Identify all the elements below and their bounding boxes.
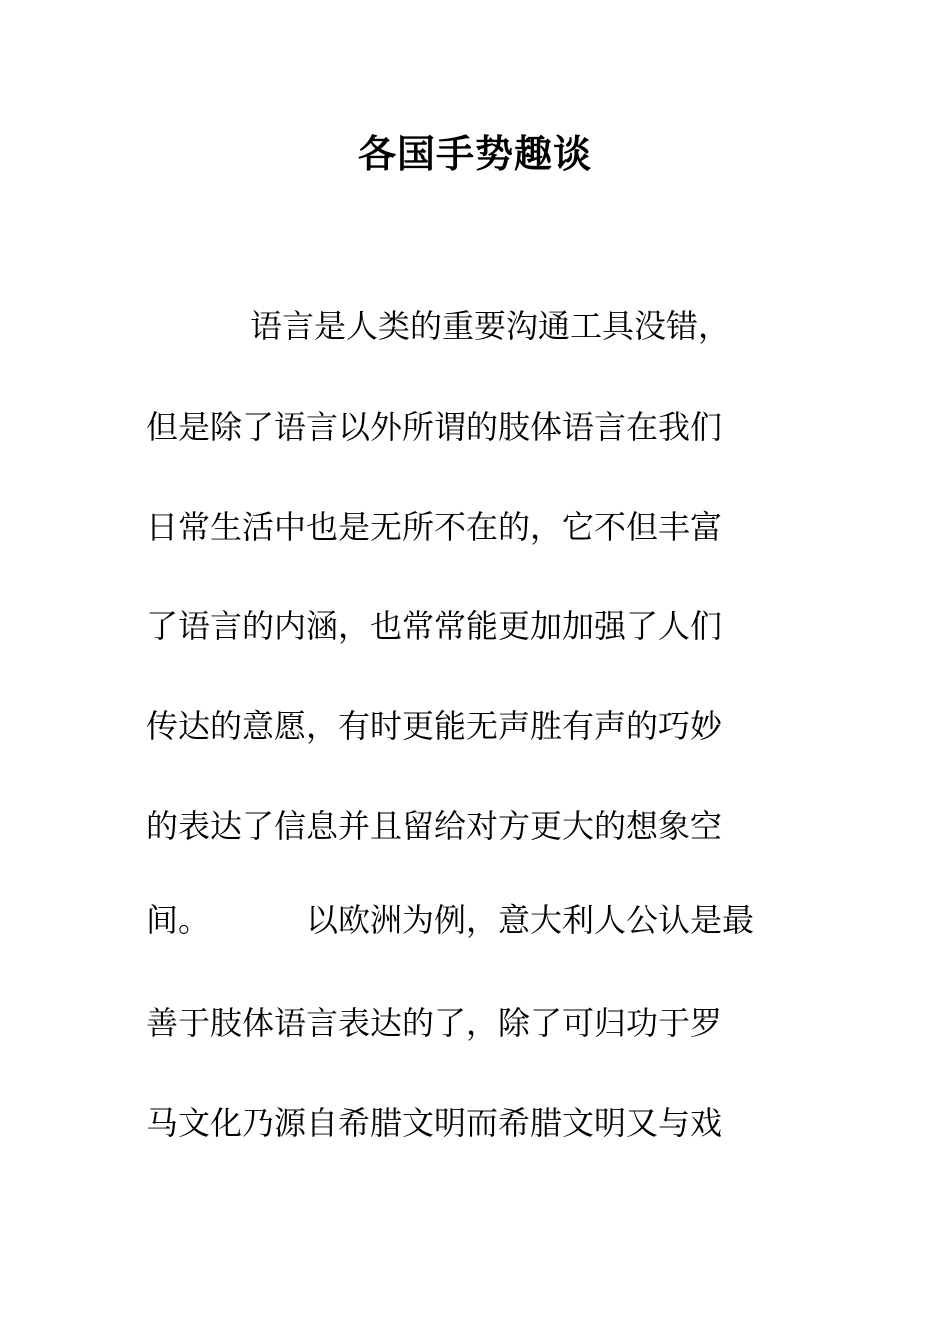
paragraph-line: 传达的意愿，有时更能无声胜有声的巧妙	[146, 707, 723, 745]
paragraph-line: 了语言的内涵，也常常能更加加强了人们	[146, 607, 723, 645]
paragraph-line: 日常生活中也是无所不在的，它不但丰富	[146, 508, 723, 546]
document-title: 各国手势趣谈	[357, 131, 592, 176]
paragraph-line: 但是除了语言以外所谓的肢体语言在我们	[146, 408, 723, 446]
paragraph-line: 语言是人类的重要沟通工具没错，	[250, 307, 731, 345]
paragraph-line: 善于肢体语言表达的了，除了可归功于罗	[146, 1004, 723, 1042]
paragraph-line-start: 以欧洲为例，意大利人公认是最	[306, 901, 755, 939]
paragraph-line-split	[146, 894, 754, 946]
paragraph-line-end: 间。	[146, 901, 211, 939]
paragraph-line: 的表达了信息并且留给对方更大的想象空	[146, 807, 723, 845]
paragraph-line: 马文化乃源自希腊文明而希腊文明又与戏	[146, 1104, 723, 1142]
